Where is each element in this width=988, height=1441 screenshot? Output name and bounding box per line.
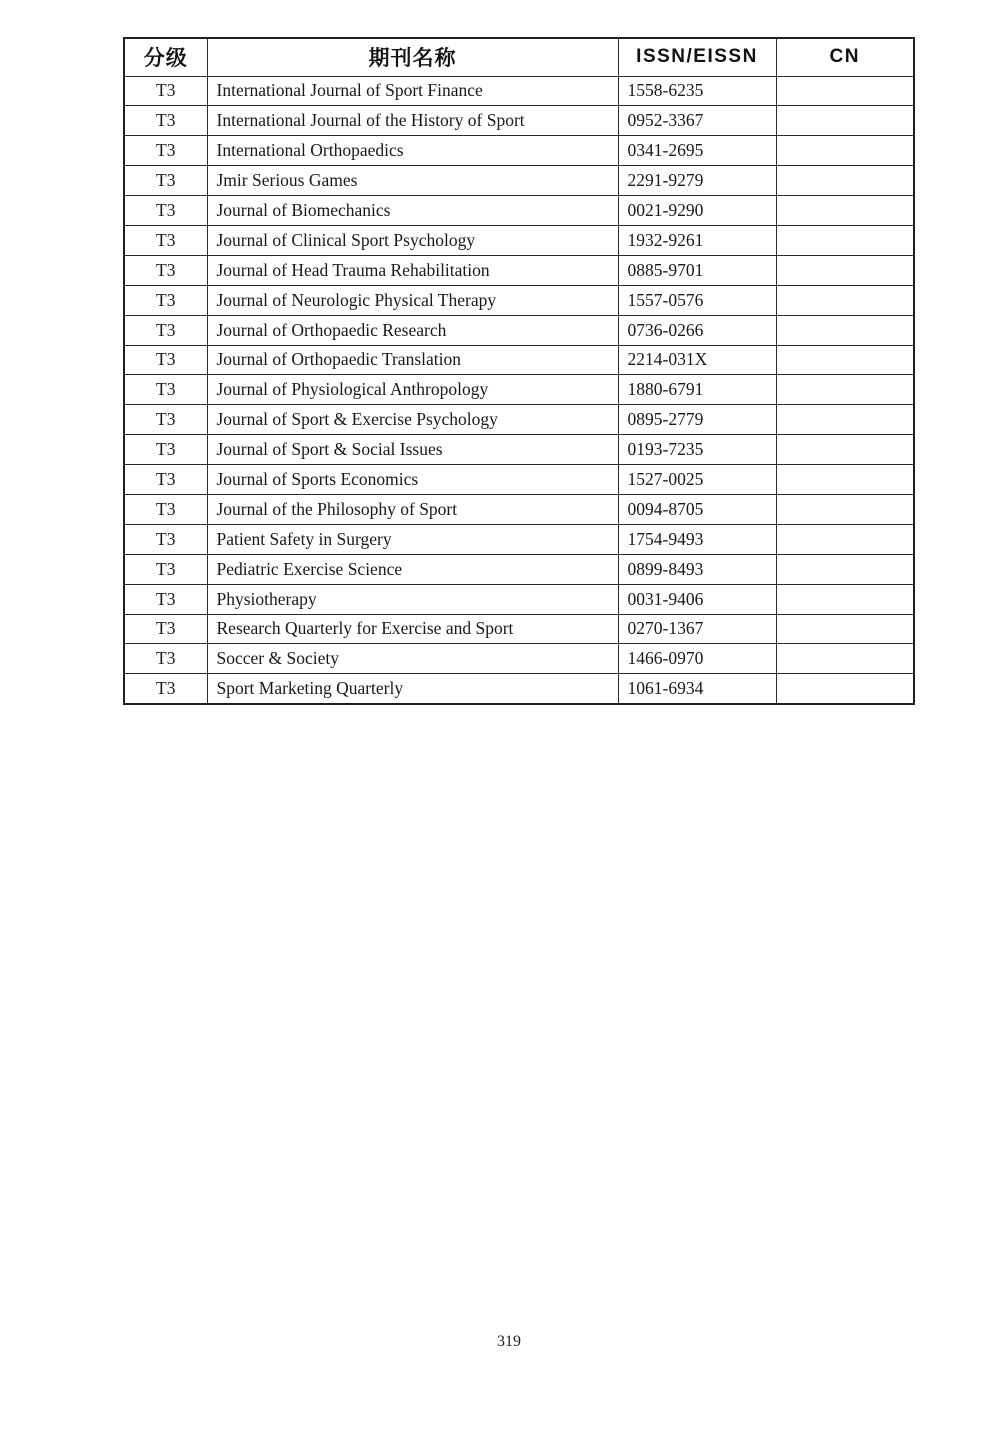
cell-name: Sport Marketing Quarterly xyxy=(207,674,618,704)
cell-level: T3 xyxy=(124,465,207,495)
cell-level: T3 xyxy=(124,435,207,465)
table-row xyxy=(124,255,914,285)
cell-issn: 0952-3367 xyxy=(618,106,776,136)
cell-issn: 1880-6791 xyxy=(618,375,776,405)
cell-cn xyxy=(776,465,914,495)
cell-issn: 1932-9261 xyxy=(618,225,776,255)
cell-name: International Orthopaedics xyxy=(207,136,618,166)
cell-issn: 1557-0576 xyxy=(618,285,776,315)
table-row xyxy=(124,614,914,644)
page-number: 319 xyxy=(497,1333,521,1350)
cell-cn xyxy=(776,76,914,106)
cell-cn xyxy=(776,674,914,704)
table-row xyxy=(124,196,914,226)
cell-cn xyxy=(776,554,914,584)
cell-name: International Journal of the History of Sport xyxy=(207,106,618,136)
cell-cn xyxy=(776,524,914,554)
cell-name: Journal of Orthopaedic Research xyxy=(207,315,618,345)
cell-level: T3 xyxy=(124,644,207,674)
table-row xyxy=(124,136,914,166)
cell-issn: 0736-0266 xyxy=(618,315,776,345)
table-row xyxy=(124,494,914,524)
cell-issn: 0885-9701 xyxy=(618,255,776,285)
table-row xyxy=(124,435,914,465)
cell-issn: 1466-0970 xyxy=(618,644,776,674)
header-cn: CN xyxy=(776,38,914,76)
table-row xyxy=(124,285,914,315)
cell-issn: 2214-031X xyxy=(618,345,776,375)
table-row xyxy=(124,106,914,136)
cell-name: Journal of Sports Economics xyxy=(207,465,618,495)
cell-level: T3 xyxy=(124,106,207,136)
cell-issn: 0021-9290 xyxy=(618,196,776,226)
table-row xyxy=(124,76,914,106)
journal-ranking-table xyxy=(123,37,915,705)
cell-issn: 2291-9279 xyxy=(618,166,776,196)
cell-cn xyxy=(776,196,914,226)
cell-level: T3 xyxy=(124,674,207,704)
cell-name: Journal of Sport & Exercise Psychology xyxy=(207,405,618,435)
cell-cn xyxy=(776,345,914,375)
table-body xyxy=(124,76,914,704)
cell-level: T3 xyxy=(124,196,207,226)
table-row xyxy=(124,315,914,345)
header-issn: ISSN/EISSN xyxy=(618,38,776,76)
cell-issn: 0895-2779 xyxy=(618,405,776,435)
cell-cn xyxy=(776,375,914,405)
cell-cn xyxy=(776,614,914,644)
cell-name: Journal of Biomechanics xyxy=(207,196,618,226)
cell-cn xyxy=(776,136,914,166)
table-row xyxy=(124,465,914,495)
table-row xyxy=(124,674,914,704)
cell-name: Journal of Physiological Anthropology xyxy=(207,375,618,405)
cell-issn: 1527-0025 xyxy=(618,465,776,495)
table-row xyxy=(124,644,914,674)
cell-level: T3 xyxy=(124,494,207,524)
cell-cn xyxy=(776,494,914,524)
cell-name: Journal of Neurologic Physical Therapy xyxy=(207,285,618,315)
cell-issn: 0031-9406 xyxy=(618,584,776,614)
cell-issn: 0270-1367 xyxy=(618,614,776,644)
header-level: 分级 xyxy=(124,38,207,76)
table-row xyxy=(124,225,914,255)
cell-level: T3 xyxy=(124,524,207,554)
cell-level: T3 xyxy=(124,166,207,196)
cell-cn xyxy=(776,435,914,465)
table-row xyxy=(124,524,914,554)
cell-level: T3 xyxy=(124,315,207,345)
cell-issn: 0094-8705 xyxy=(618,494,776,524)
cell-level: T3 xyxy=(124,405,207,435)
cell-level: T3 xyxy=(124,584,207,614)
table-row xyxy=(124,405,914,435)
cell-cn xyxy=(776,225,914,255)
cell-level: T3 xyxy=(124,614,207,644)
table-row xyxy=(124,166,914,196)
cell-level: T3 xyxy=(124,76,207,106)
cell-level: T3 xyxy=(124,375,207,405)
cell-name: Journal of Sport & Social Issues xyxy=(207,435,618,465)
cell-issn: 0341-2695 xyxy=(618,136,776,166)
cell-name: Research Quarterly for Exercise and Sport xyxy=(207,614,618,644)
table-row xyxy=(124,345,914,375)
cell-cn xyxy=(776,644,914,674)
cell-cn xyxy=(776,255,914,285)
cell-name: Journal of Clinical Sport Psychology xyxy=(207,225,618,255)
cell-name: Physiotherapy xyxy=(207,584,618,614)
cell-name: Pediatric Exercise Science xyxy=(207,554,618,584)
cell-cn xyxy=(776,584,914,614)
cell-level: T3 xyxy=(124,554,207,584)
cell-cn xyxy=(776,166,914,196)
cell-issn: 1061-6934 xyxy=(618,674,776,704)
cell-name: Journal of Orthopaedic Translation xyxy=(207,345,618,375)
cell-issn: 1754-9493 xyxy=(618,524,776,554)
cell-name: Journal of Head Trauma Rehabilitation xyxy=(207,255,618,285)
cell-cn xyxy=(776,405,914,435)
cell-name: Soccer & Society xyxy=(207,644,618,674)
cell-name: Patient Safety in Surgery xyxy=(207,524,618,554)
header-journal-name: 期刊名称 xyxy=(207,38,618,76)
cell-issn: 1558-6235 xyxy=(618,76,776,106)
cell-name: Journal of the Philosophy of Sport xyxy=(207,494,618,524)
cell-cn xyxy=(776,106,914,136)
cell-level: T3 xyxy=(124,345,207,375)
table-header-row xyxy=(124,38,914,76)
cell-name: International Journal of Sport Finance xyxy=(207,76,618,106)
cell-level: T3 xyxy=(124,255,207,285)
table-row xyxy=(124,554,914,584)
table-row xyxy=(124,584,914,614)
table-row xyxy=(124,375,914,405)
cell-cn xyxy=(776,285,914,315)
cell-name: Jmir Serious Games xyxy=(207,166,618,196)
cell-level: T3 xyxy=(124,225,207,255)
cell-level: T3 xyxy=(124,136,207,166)
cell-cn xyxy=(776,315,914,345)
cell-issn: 0899-8493 xyxy=(618,554,776,584)
cell-level: T3 xyxy=(124,285,207,315)
cell-issn: 0193-7235 xyxy=(618,435,776,465)
